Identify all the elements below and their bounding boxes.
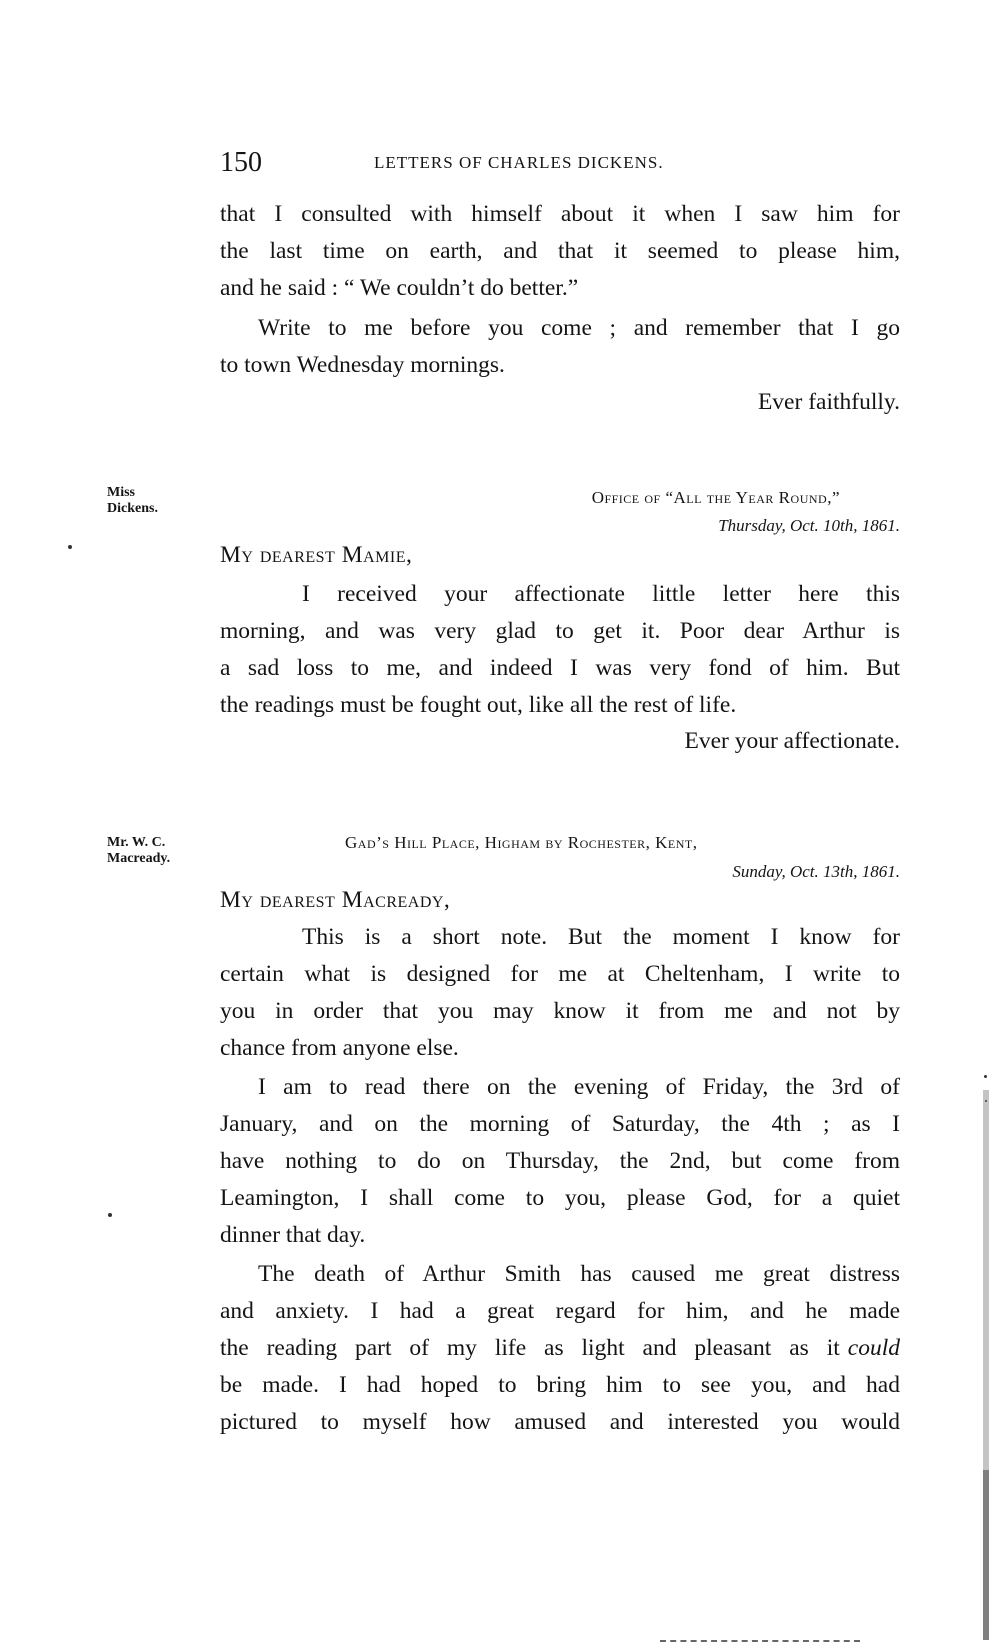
- recipient-note: [107, 485, 158, 517]
- text-line: January, and on the morning of Saturday, the 4th ; as I: [220, 1111, 900, 1137]
- text-line: morning, and was very glad to get it. Poor dear Arthur is: [220, 618, 900, 644]
- text-line: certain what is designed for me at Cheltenham, I write to: [220, 961, 900, 987]
- text-line: you in order that you may know it from me and not by: [220, 998, 900, 1024]
- text-line: that I consulted with himself about it when I saw him for: [220, 201, 900, 227]
- text-line: Leamington, I shall come to you, please God, for a quiet: [220, 1185, 900, 1211]
- scan-speck: [984, 1075, 987, 1078]
- text-line-with-italic: [220, 1337, 900, 1361]
- letter-place: Gad’s Hill Place, Higham by Rochester, Kent,: [345, 833, 698, 852]
- text-line: Write to me before you come ; and remember that I go: [258, 315, 900, 341]
- text-line: the last time on earth, and that it seemed to please him,: [220, 238, 900, 264]
- salutation: My dearest Macready,: [220, 887, 451, 913]
- text-line: I am to read there on the evening of Friday, the 3rd of: [258, 1074, 900, 1100]
- text-line: the readings must be fought out, like all the rest of life.: [220, 692, 737, 718]
- recipient-line: Mr. W. C.: [107, 835, 166, 850]
- text-line: and anxiety. I had a great regard for him, and he made: [220, 1298, 900, 1324]
- scan-edge-shadow: [983, 1470, 989, 1640]
- text-line: a sad loss to me, and indeed I was very fond of him. But: [220, 655, 900, 681]
- text-span: the reading part of my life as light and pleasant as it: [220, 1335, 840, 1361]
- text-line: pictured to myself how amused and interested you would: [220, 1409, 900, 1435]
- italic-word: could: [847, 1335, 900, 1361]
- recipient-line: Dickens.: [107, 501, 158, 516]
- letter-date: Thursday, Oct. 10th, 1861.: [718, 516, 900, 535]
- text-line: The death of Arthur Smith has caused me great distress: [258, 1261, 900, 1287]
- text-line: and he said : “ We couldn’t do better.”: [220, 275, 579, 301]
- salutation: My dearest Mamie,: [220, 542, 413, 568]
- recipient-line: Miss: [107, 485, 135, 500]
- scan-speck: [68, 545, 72, 549]
- text-line: have nothing to do on Thursday, the 2nd, but come from: [220, 1148, 900, 1174]
- text-line: dinner that day.: [220, 1222, 366, 1248]
- closing: Ever your affectionate.: [684, 728, 900, 754]
- recipient-note: [107, 835, 170, 867]
- recipient-line: Macready.: [107, 851, 171, 866]
- text-line: to town Wednesday mornings.: [220, 352, 505, 378]
- scan-speck: [108, 1213, 112, 1217]
- page-number: 150: [220, 147, 262, 178]
- scan-bottom-rule: [660, 1640, 860, 1642]
- text-line: I received your affectionate little letter here this: [302, 581, 900, 607]
- letter-date: Sunday, Oct. 13th, 1861.: [732, 862, 900, 881]
- scan-edge-shadow: [983, 1090, 989, 1470]
- closing: Ever faithfully.: [757, 389, 900, 415]
- text-line: chance from anyone else.: [220, 1035, 459, 1061]
- letter-place: Office of “All the Year Round,”: [591, 488, 840, 507]
- text-line: This is a short note. But the moment I know for: [302, 924, 900, 950]
- text-line: be made. I had hoped to bring him to see you, and had: [220, 1372, 900, 1398]
- running-title: LETTERS OF CHARLES DICKENS.: [374, 153, 664, 172]
